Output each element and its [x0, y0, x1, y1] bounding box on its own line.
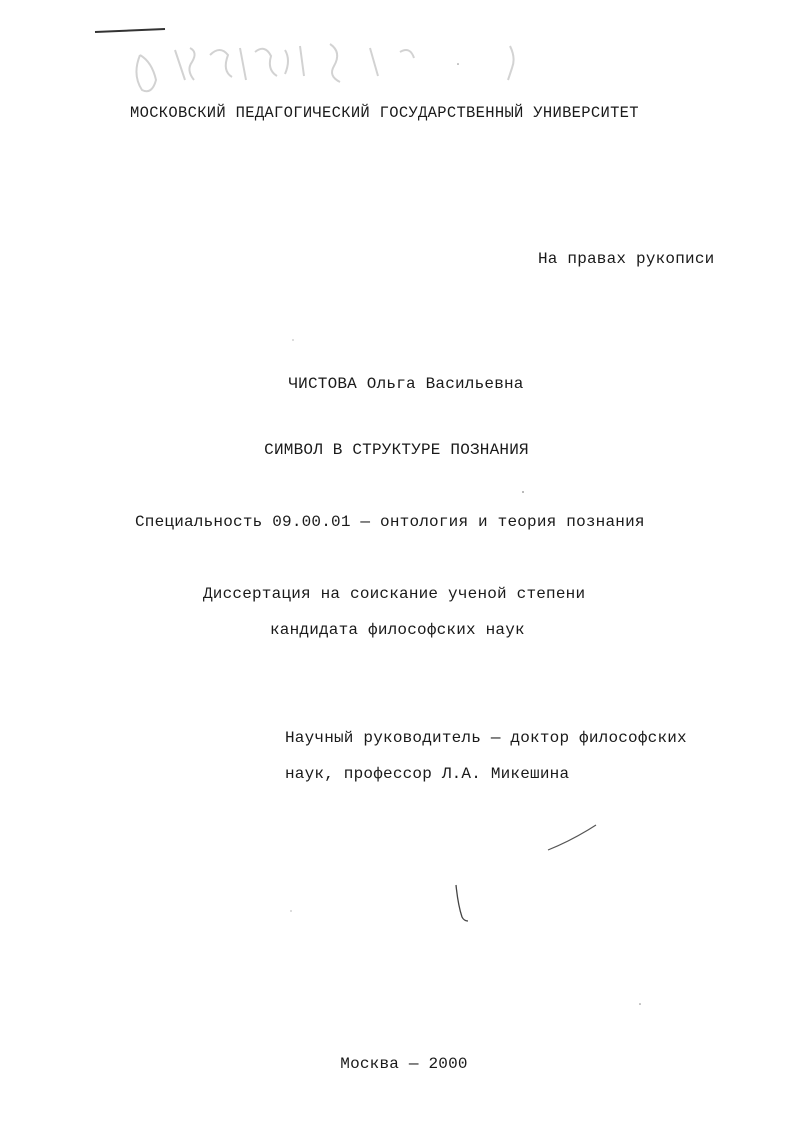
stamp-underline — [95, 29, 165, 32]
specialty-line: Специальность 09.00.01 — онтология и теория познания — [135, 513, 645, 531]
degree-statement-line-2: кандидата философских наук — [270, 621, 525, 639]
faded-stamp-icon — [136, 44, 513, 91]
supervisor-line-1: Научный руководитель — доктор философских — [285, 729, 687, 747]
signature-tick — [456, 885, 468, 921]
manuscript-note: На правах рукописи — [538, 250, 715, 268]
signature-mark — [548, 825, 596, 850]
supervisor-line-2: наук, профессор Л.А. Микешина — [285, 765, 570, 783]
degree-statement-line-1: Диссертация на соискание ученой степени — [203, 585, 586, 603]
dust-specks — [290, 63, 640, 1005]
dissertation-title: СИМВОЛ В СТРУКТУРЕ ПОЗНАНИЯ — [264, 441, 529, 459]
institution-name: МОСКОВСКИЙ ПЕДАГОГИЧЕСКИЙ ГОСУДАРСТВЕННЫЙ УНИВЕРСИТЕТ — [130, 104, 639, 122]
author-name: ЧИСТОВА Ольга Васильевна — [288, 375, 524, 393]
place-and-year: Москва — 2000 — [340, 1055, 468, 1073]
